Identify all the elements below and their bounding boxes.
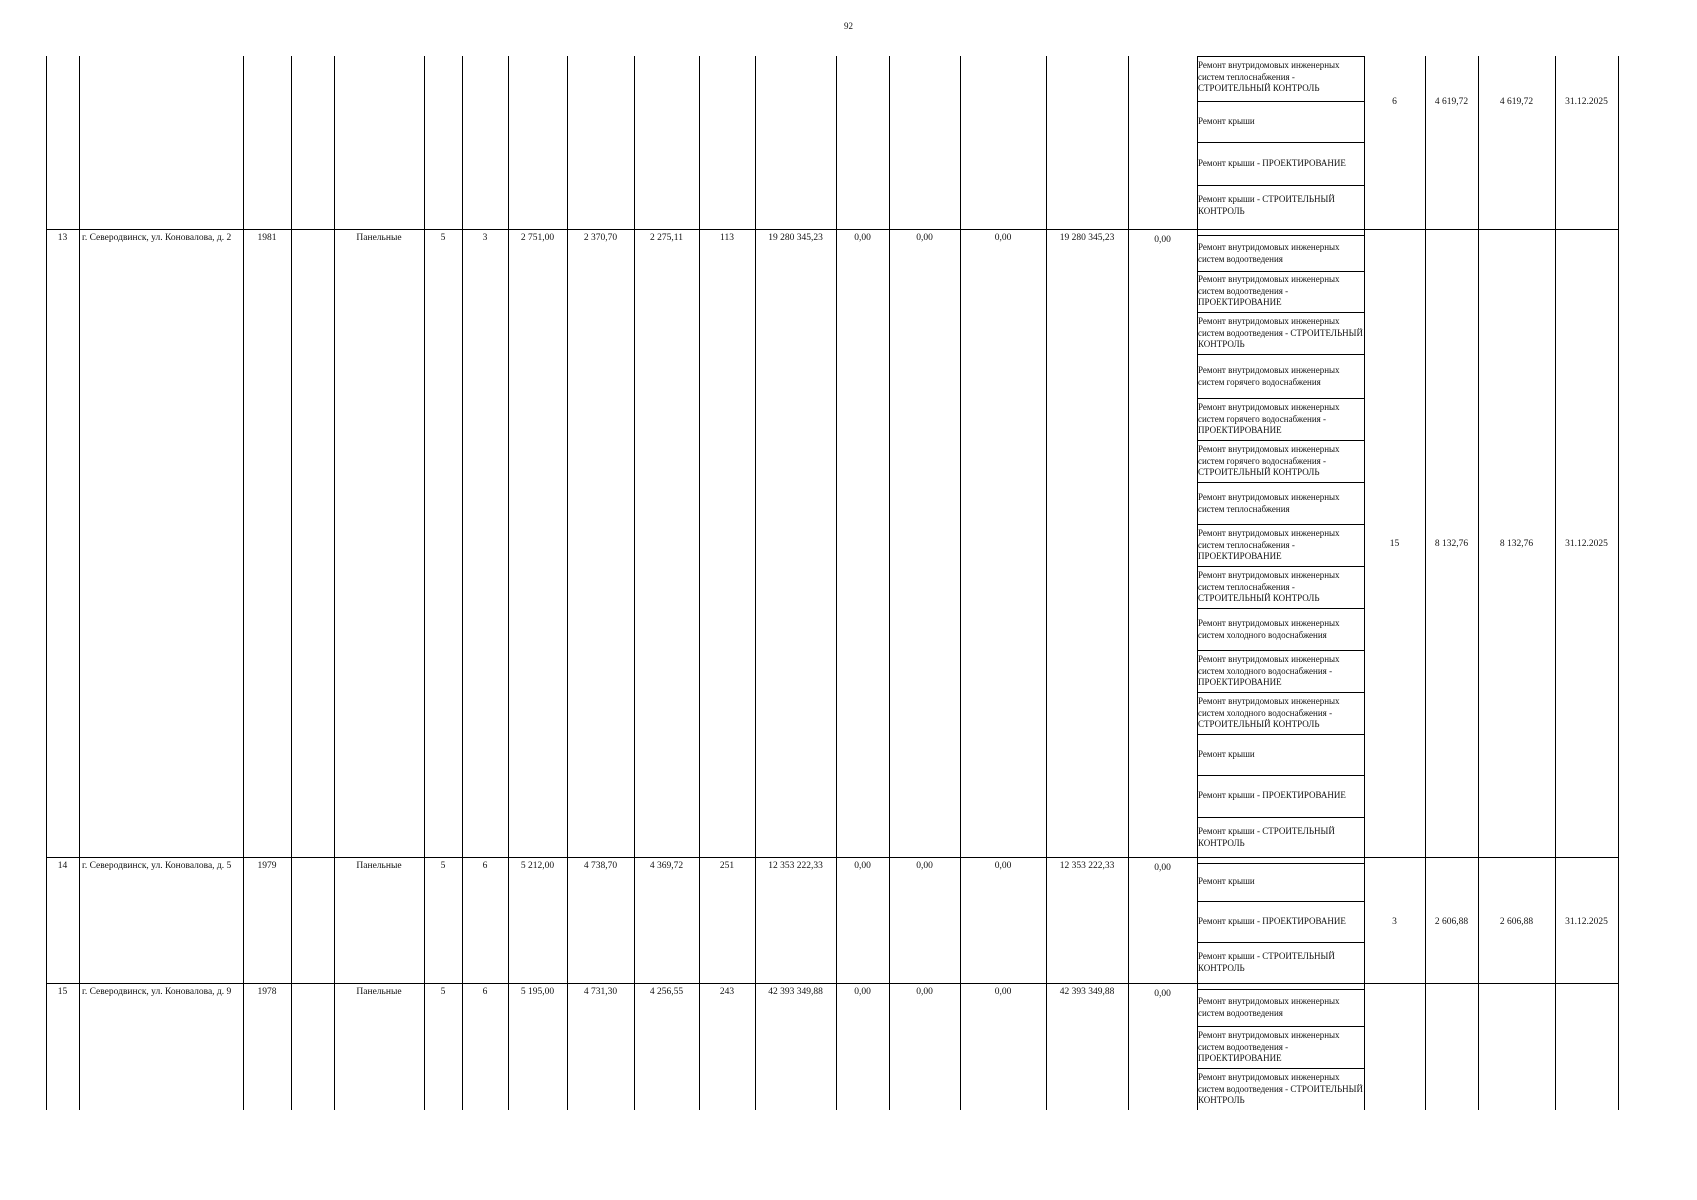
works-top-rule: [1197, 56, 1364, 57]
work-divider: [1197, 1026, 1364, 1027]
work-item: Ремонт крыши - ПРОЕКТИРОВАНИЕ: [1198, 158, 1346, 168]
work-divider: [1197, 101, 1364, 102]
area-owned: 2 275,11: [650, 233, 683, 243]
address: г. Северодвинск, ул. Коновалова, д. 5: [82, 861, 232, 871]
fund-2: 0,00: [916, 233, 933, 243]
other-funds: 0,00: [1154, 235, 1171, 245]
work-divider: [1197, 398, 1364, 399]
work-divider: [1197, 863, 1364, 864]
work-item: Ремонт внутридомовых инженерных систем водоотведения: [1198, 996, 1340, 1018]
address: г. Северодвинск, ул. Коновалова, д. 2: [82, 233, 232, 243]
cost-per-sqm: 2 606,88: [1434, 917, 1469, 927]
cost-per-sqm: 8 132,76: [1434, 539, 1469, 549]
column-rule: [836, 56, 837, 1110]
work-divider: [1197, 989, 1364, 990]
residents: 243: [719, 987, 735, 997]
work-divider: [1197, 185, 1364, 186]
fund-3: 0,00: [994, 861, 1012, 871]
work-item: Ремонт внутридомовых инженерных систем горячего водоснабжения: [1198, 365, 1340, 387]
work-divider: [1197, 775, 1364, 776]
work-divider: [1197, 1068, 1364, 1069]
cost-limit: 8 132,76: [1499, 539, 1534, 549]
area-owned: 4 369,72: [649, 861, 684, 871]
column-rule: [1478, 56, 1479, 1110]
work-divider: [1197, 942, 1364, 943]
work-divider: [1197, 482, 1364, 483]
work-item: Ремонт внутридомовых инженерных систем водоотведения - ПРОЕКТИРОВАНИЕ: [1198, 1030, 1340, 1063]
column-rule: [634, 56, 635, 1110]
work-item: Ремонт крыши - ПРОЕКТИРОВАНИЕ: [1198, 916, 1346, 926]
work-item: Ремонт крыши - СТРОИТЕЛЬНЫЙ КОНТРОЛЬ: [1198, 951, 1335, 973]
work-item: Ремонт внутридомовых инженерных систем водоотведения - ПРОЕКТИРОВАНИЕ: [1198, 274, 1340, 307]
work-item: Ремонт внутридомовых инженерных систем теплоснабжения: [1198, 492, 1340, 514]
area-living: 2 370,70: [583, 233, 618, 243]
column-rule: [699, 56, 700, 1110]
column-rule: [79, 56, 80, 1110]
cost-per-sqm: 4 619,72: [1434, 97, 1469, 107]
work-divider: [1197, 440, 1364, 441]
work-item: Ремонт внутридомовых инженерных систем водоотведения - СТРОИТЕЛЬНЫЙ КОНТРОЛЬ: [1198, 1072, 1364, 1105]
row-rule: [46, 983, 1618, 984]
area-total: 5 195,00: [520, 987, 555, 997]
work-item: Ремонт крыши: [1198, 876, 1255, 886]
row-rule: [46, 229, 1618, 230]
row-number: 14: [57, 861, 68, 871]
row-number: 15: [57, 987, 68, 997]
column-rule: [567, 56, 568, 1110]
work-item: Ремонт крыши - ПРОЕКТИРОВАНИЕ: [1198, 790, 1346, 800]
work-item: Ремонт крыши: [1198, 749, 1255, 759]
owners-funds: 12 353 222,33: [1059, 861, 1115, 871]
work-divider: [1197, 608, 1364, 609]
column-rule: [243, 56, 244, 1110]
floors: 5: [440, 233, 446, 243]
deadline: 31.12.2025: [1565, 917, 1608, 927]
column-rule: [462, 56, 463, 1110]
work-divider: [1197, 354, 1364, 355]
column-rule: [334, 56, 335, 1110]
work-divider: [1197, 142, 1364, 143]
row-rule: [46, 857, 1618, 858]
works-count: 15: [1389, 539, 1400, 549]
work-item: Ремонт внутридомовых инженерных систем теплоснабжения - ПРОЕКТИРОВАНИЕ: [1198, 528, 1340, 561]
entrances: 6: [482, 987, 488, 997]
work-divider: [1197, 524, 1364, 525]
row-number: 13: [57, 233, 68, 243]
fund-2: 0,00: [916, 861, 933, 871]
cost-total: 19 280 345,23: [768, 233, 823, 243]
work-item: Ремонт внутридомовых инженерных систем водоотведения - СТРОИТЕЛЬНЫЙ КОНТРОЛЬ: [1198, 316, 1364, 349]
entrances: 6: [482, 861, 488, 871]
area-total: 5 212,00: [520, 861, 555, 871]
wall-material: Панельные: [356, 987, 402, 997]
work-item: Ремонт внутридомовых инженерных систем горячего водоснабжения - ПРОЕКТИРОВАНИЕ: [1198, 402, 1340, 435]
column-rule: [1425, 56, 1426, 1110]
floors: 5: [440, 987, 446, 997]
build-year: 1979: [257, 861, 277, 871]
work-divider: [1197, 734, 1364, 735]
floors: 5: [440, 861, 446, 871]
works-count: 6: [1392, 97, 1397, 107]
work-divider: [1197, 817, 1364, 818]
deadline: 31.12.2025: [1565, 539, 1608, 549]
column-rule: [889, 56, 890, 1110]
cost-limit: 2 606,88: [1499, 917, 1534, 927]
work-divider: [1197, 650, 1364, 651]
work-divider: [1197, 235, 1364, 236]
work-divider: [1197, 901, 1364, 902]
fund-1: 0,00: [854, 861, 871, 871]
work-item: Ремонт внутридомовых инженерных систем водоотведения: [1198, 242, 1340, 264]
work-item: Ремонт крыши: [1198, 116, 1255, 126]
column-rule: [1046, 56, 1047, 1110]
work-divider: [1197, 271, 1364, 272]
column-rule: [755, 56, 756, 1110]
work-item: Ремонт крыши - СТРОИТЕЛЬНЫЙ КОНТРОЛЬ: [1198, 194, 1335, 216]
work-item: Ремонт внутридомовых инженерных систем теплоснабжения - СТРОИТЕЛЬНЫЙ КОНТРОЛЬ: [1198, 570, 1340, 603]
owners-funds: 42 393 349,88: [1059, 987, 1115, 997]
cost-total: 42 393 349,88: [768, 987, 823, 997]
column-rule: [424, 56, 425, 1110]
build-year: 1981: [257, 233, 277, 243]
build-year: 1978: [257, 987, 277, 997]
area-living: 4 738,70: [583, 861, 618, 871]
column-rule: [291, 56, 292, 1110]
entrances: 3: [482, 233, 488, 243]
owners-funds: 19 280 345,23: [1059, 233, 1115, 243]
works-count: 3: [1392, 917, 1397, 927]
fund-1: 0,00: [854, 233, 871, 243]
page-number: 92: [844, 21, 853, 31]
work-divider: [1197, 312, 1364, 313]
fund-2: 0,00: [916, 987, 933, 997]
work-item: Ремонт внутридомовых инженерных систем холодного водоснабжения: [1198, 618, 1340, 640]
fund-3: 0,00: [994, 987, 1012, 997]
other-funds: 0,00: [1154, 863, 1171, 873]
area-total: 2 751,00: [520, 233, 555, 243]
column-rule: [1128, 56, 1129, 1110]
wall-material: Панельные: [356, 233, 402, 243]
residents: 251: [719, 861, 735, 871]
area-living: 4 731,30: [583, 987, 618, 997]
work-item: Ремонт внутридомовых инженерных систем теплоснабжения - СТРОИТЕЛЬНЫЙ КОНТРОЛЬ: [1198, 60, 1340, 93]
other-funds: 0,00: [1154, 989, 1171, 999]
column-rule: [1555, 56, 1556, 1110]
column-rule: [46, 56, 47, 1110]
fund-3: 0,00: [994, 233, 1012, 243]
work-divider: [1197, 566, 1364, 567]
cost-total: 12 353 222,33: [768, 861, 823, 871]
column-rule: [1618, 56, 1619, 1110]
work-item: Ремонт внутридомовых инженерных систем холодного водоснабжения - СТРОИТЕЛЬНЫЙ КОНТРОЛЬ: [1198, 696, 1340, 729]
work-item: Ремонт внутридомовых инженерных систем холодного водоснабжения - ПРОЕКТИРОВАНИЕ: [1198, 654, 1340, 687]
area-owned: 4 256,55: [649, 987, 684, 997]
fund-1: 0,00: [854, 987, 871, 997]
residents: 113: [720, 233, 734, 243]
work-item: Ремонт внутридомовых инженерных систем горячего водоснабжения - СТРОИТЕЛЬНЫЙ КОНТРОЛЬ: [1198, 444, 1340, 477]
work-divider: [1197, 692, 1364, 693]
wall-material: Панельные: [356, 861, 402, 871]
cost-limit: 4 619,72: [1499, 97, 1534, 107]
deadline: 31.12.2025: [1565, 97, 1608, 107]
address: г. Северодвинск, ул. Коновалова, д. 9: [82, 987, 232, 997]
column-rule: [508, 56, 509, 1110]
column-rule: [960, 56, 961, 1110]
work-item: Ремонт крыши - СТРОИТЕЛЬНЫЙ КОНТРОЛЬ: [1198, 826, 1335, 848]
